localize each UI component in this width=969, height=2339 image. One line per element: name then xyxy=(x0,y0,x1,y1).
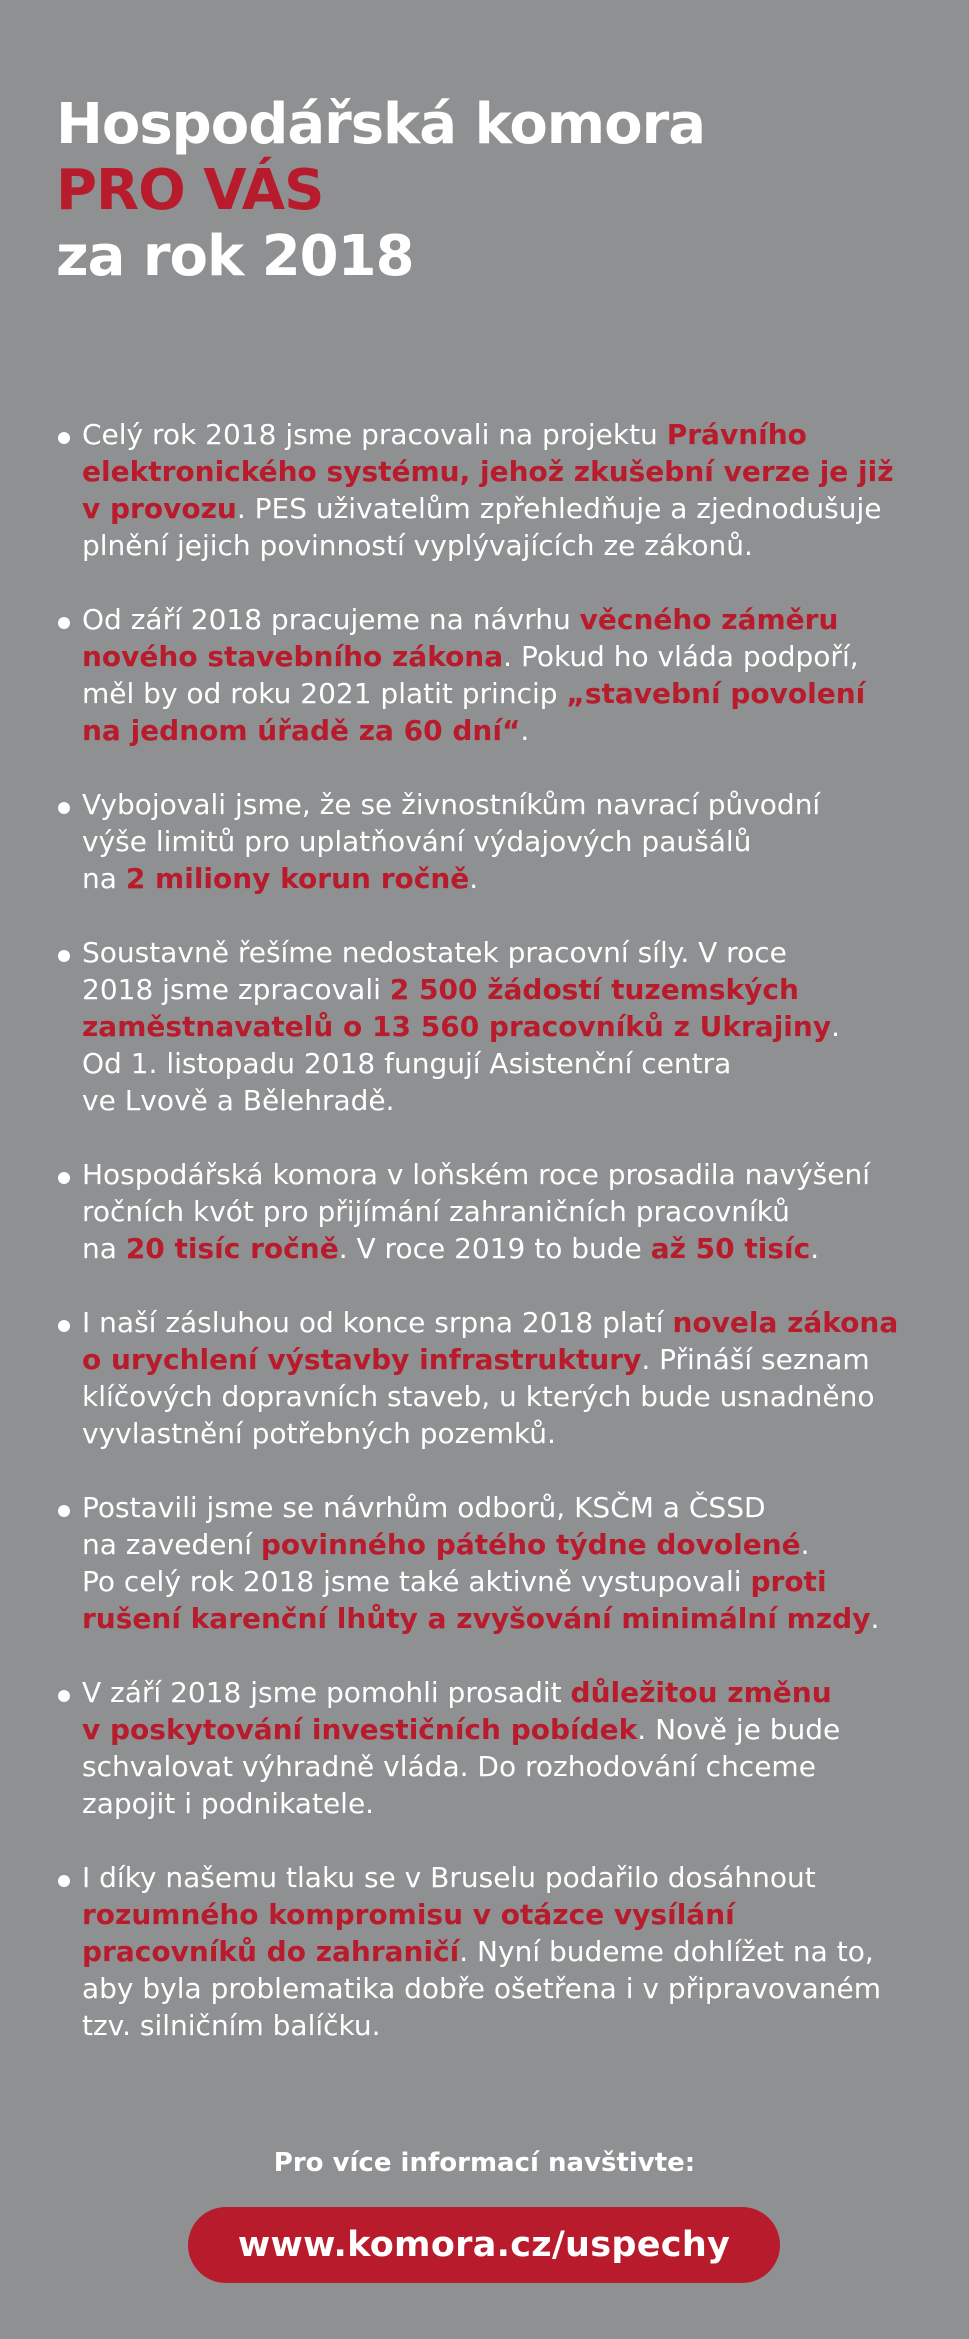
body-text: . Pokud ho vláda podpoří, xyxy=(503,640,859,673)
body-text: I naší zásluhou od konce srpna 2018 platí xyxy=(82,1306,673,1339)
body-text: Od září 2018 pracujeme na návrhu xyxy=(82,603,580,636)
list-item-line xyxy=(82,1489,936,1526)
highlighted-text: nového stavebního zákona xyxy=(82,640,504,673)
body-text: klíčových dopravních staveb, u kterých bude usnadněno xyxy=(82,1380,875,1413)
body-text: . PES uživatelům zpřehledňuje a zjednodušuje xyxy=(236,492,882,525)
heading-line-3: za rok 2018 xyxy=(56,224,414,289)
highlighted-text: v poskytování investičních pobídek xyxy=(82,1713,638,1746)
list-item-line xyxy=(82,1378,936,1415)
list-item-line xyxy=(82,1600,936,1637)
list-item-line xyxy=(82,786,936,823)
list-item-line xyxy=(82,1415,936,1452)
body-text: vyvlastnění potřebných pozemků. xyxy=(82,1417,556,1450)
highlighted-text: na jednom úřadě za 60 dní“ xyxy=(82,714,521,747)
highlighted-text: zaměstnavatelů o 13 560 pracovníků z Ukrajiny xyxy=(82,1010,832,1043)
list-item-line xyxy=(82,1711,936,1748)
list-item-line xyxy=(82,638,936,675)
body-text: na xyxy=(82,862,126,895)
body-text: Postavili jsme se návrhům odborů, KSČM a ČSSD xyxy=(82,1491,766,1524)
list-item-line xyxy=(82,860,936,897)
highlighted-text: 20 tisíc ročně xyxy=(125,1232,339,1265)
body-text: . xyxy=(800,1528,810,1561)
highlighted-text: proti xyxy=(750,1565,827,1598)
body-text: výše limitů pro uplatňování výdajových paušálů xyxy=(82,825,752,858)
list-item xyxy=(56,934,936,1119)
list-item-line xyxy=(82,1230,936,1267)
list-item-line xyxy=(82,490,936,527)
highlighted-text: 2 500 žádostí tuzemských xyxy=(389,973,799,1006)
list-item-line xyxy=(82,1526,936,1563)
list-item-line xyxy=(82,675,936,712)
list-item-line xyxy=(82,1193,936,1230)
highlighted-text: pracovníků do zahraničí xyxy=(82,1935,460,1968)
body-text: ročních kvót pro přijímání zahraničních pracovníků xyxy=(82,1195,790,1228)
body-text: tzv. silničním balíčku. xyxy=(82,2009,381,2042)
list-item xyxy=(56,786,936,897)
list-item-line xyxy=(82,712,936,749)
list-item-line xyxy=(82,1748,936,1785)
body-text: Soustavně řešíme nedostatek pracovní síly. V roce xyxy=(82,936,787,969)
list-item-line xyxy=(82,1008,936,1045)
list-item xyxy=(56,1859,936,2044)
list-item-line xyxy=(82,1156,936,1193)
list-item-line xyxy=(82,2007,936,2044)
body-text: . xyxy=(520,714,530,747)
highlighted-text: rušení karenční lhůty a zvyšování minimální mzdy xyxy=(82,1602,871,1635)
list-item-line xyxy=(82,1082,936,1119)
body-text: Po celý rok 2018 jsme také aktivně vystupovali xyxy=(82,1565,751,1598)
list-item-line xyxy=(82,823,936,860)
highlighted-text: Právního xyxy=(666,418,807,451)
achievements-list xyxy=(56,416,936,2081)
body-text: I díky našemu tlaku se v Bruselu podařilo dosáhnout xyxy=(82,1861,816,1894)
body-text: aby byla problematika dobře ošetřena i v připravovaném xyxy=(82,1972,882,2005)
body-text: Od 1. listopadu 2018 fungují Asistenční centra xyxy=(82,1047,732,1080)
body-text: na xyxy=(82,1232,126,1265)
page-heading xyxy=(56,92,916,290)
body-text: V září 2018 jsme pomohli prosadit xyxy=(82,1676,571,1709)
body-text: Hospodářská komora v loňském roce prosadila navýšení xyxy=(82,1158,871,1191)
highlighted-text: „stavební povolení xyxy=(566,677,866,710)
highlighted-text: až 50 tisíc xyxy=(650,1232,811,1265)
highlighted-text: novela zákona xyxy=(672,1306,899,1339)
list-item-line xyxy=(82,1896,936,1933)
list-item-line xyxy=(82,1341,936,1378)
body-text: plnění jejich povinností vyplývajících ze zákonů. xyxy=(82,529,753,562)
heading-line-1: Hospodářská komora xyxy=(56,92,706,157)
highlighted-text: 2 miliony korun ročně xyxy=(125,862,470,895)
list-item-line xyxy=(82,1304,936,1341)
body-text: zapojit i podnikatele. xyxy=(82,1787,375,1820)
body-text: Vybojovali jsme, že se živnostníkům navrací původní xyxy=(82,788,821,821)
list-item xyxy=(56,416,936,564)
footer-label: Pro více informací navštivte: xyxy=(273,2148,696,2178)
body-text: . xyxy=(810,1232,820,1265)
body-text: měl by od roku 2021 platit princip xyxy=(82,677,567,710)
list-item-line xyxy=(82,1933,936,1970)
list-item-line xyxy=(82,1859,936,1896)
highlighted-text: elektronického systému, jehož zkušební verze je již xyxy=(82,455,894,488)
body-text: schvalovat výhradně vláda. Do rozhodování chceme xyxy=(82,1750,816,1783)
website-link-button[interactable]: www.komora.cz/uspechy xyxy=(188,2207,780,2283)
body-text: . V roce 2019 to bude xyxy=(338,1232,651,1265)
list-item-line xyxy=(82,1674,936,1711)
body-text: ve Lvově a Bělehradě. xyxy=(82,1084,395,1117)
list-item-line xyxy=(82,1563,936,1600)
list-item xyxy=(56,1304,936,1452)
heading-line-2: PRO VÁS xyxy=(56,158,324,223)
body-text: . Nově je bude xyxy=(637,1713,841,1746)
list-item xyxy=(56,1156,936,1267)
list-item-line xyxy=(82,934,936,971)
list-item-line xyxy=(82,971,936,1008)
highlighted-text: důležitou změnu xyxy=(570,1676,832,1709)
body-text: . xyxy=(870,1602,880,1635)
list-item-line xyxy=(82,416,936,453)
body-text: . Přináší seznam xyxy=(641,1343,870,1376)
list-item xyxy=(56,1674,936,1822)
list-item-line xyxy=(82,1785,936,1822)
highlighted-text: povinného pátého týdne dovolené xyxy=(260,1528,801,1561)
body-text: . xyxy=(469,862,479,895)
list-item xyxy=(56,601,936,749)
list-item-line xyxy=(82,527,936,564)
list-item-line xyxy=(82,1045,936,1082)
list-item-line xyxy=(82,601,936,638)
highlighted-text: v provozu xyxy=(82,492,237,525)
body-text: . Nyní budeme dohlížet na to, xyxy=(459,1935,874,1968)
body-text: 2018 jsme zpracovali xyxy=(82,973,390,1006)
list-item-line xyxy=(82,453,936,490)
highlighted-text: o urychlení výstavby infrastruktury xyxy=(82,1343,642,1376)
highlighted-text: věcného záměru xyxy=(579,603,839,636)
body-text: . xyxy=(831,1010,840,1043)
list-item-line xyxy=(82,1970,936,2007)
body-text: na zavedení xyxy=(82,1528,261,1561)
body-text: Celý rok 2018 jsme pracovali na projektu xyxy=(82,418,667,451)
highlighted-text: rozumného kompromisu v otázce vysílání xyxy=(82,1898,735,1931)
list-item xyxy=(56,1489,936,1637)
